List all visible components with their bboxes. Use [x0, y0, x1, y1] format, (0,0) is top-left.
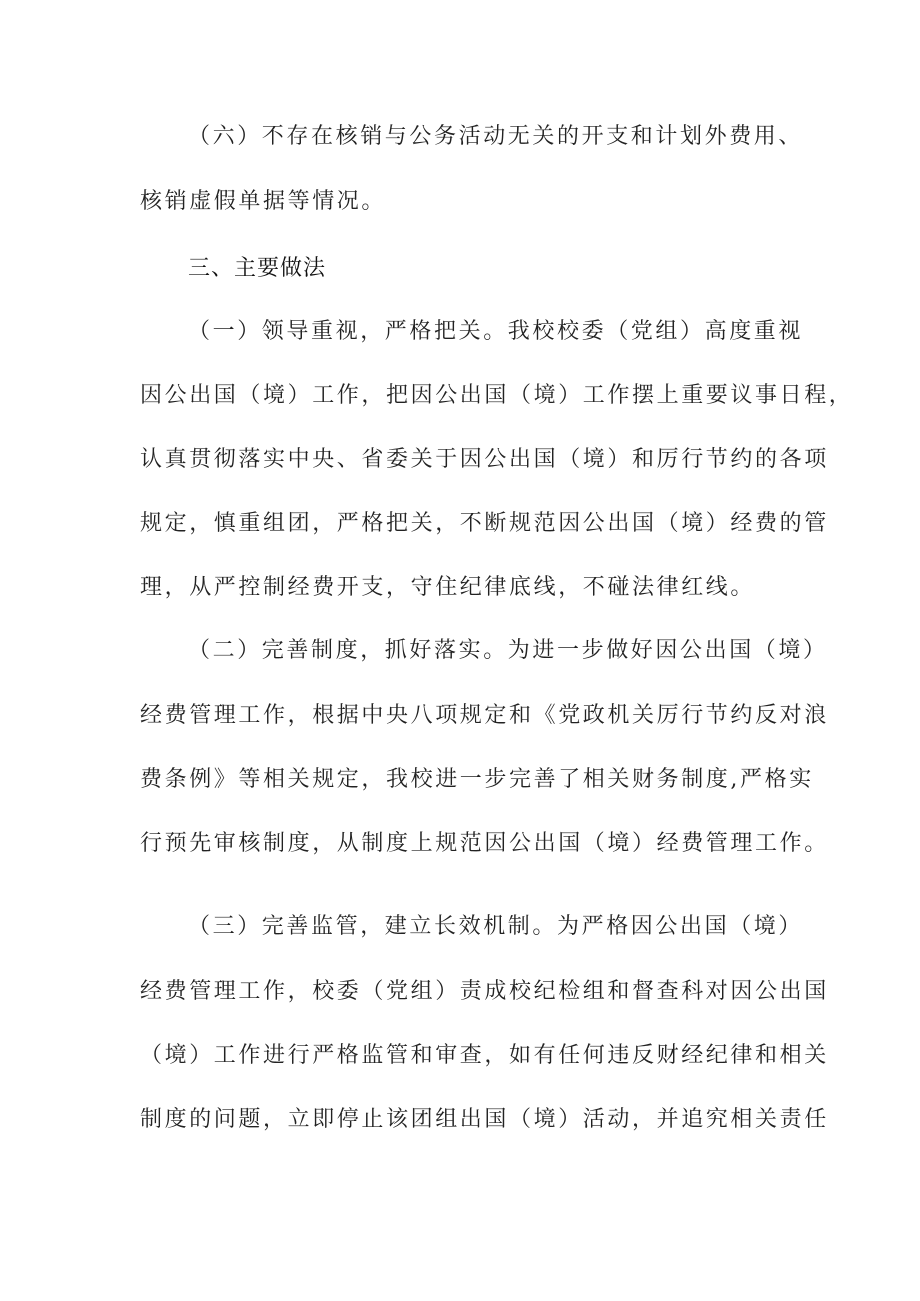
item-two-line-3: 费条例》等相关规定，我校进一步完善了相关财务制度,严格实	[140, 767, 814, 792]
section-six-line-1: （六）不存在核销与公务活动无关的开支和计划外费用、	[188, 124, 804, 149]
item-three-line-3: （境）工作进行严格监管和审查，如有任何违反财经纪律和相关	[140, 1043, 829, 1068]
item-one-line-2: 因公出国（境）工作，把因公出国（境）工作摆上重要议事日程，	[140, 383, 854, 408]
item-one-line-5: 理，从严控制经费开支，守住纪律底线，不碰法律红线。	[140, 575, 756, 600]
item-one-line-1: （一）领导重视，严格把关。我校校委（党组）高度重视	[188, 319, 804, 344]
item-two-line-4: 行预先审核制度，从制度上规范因公出国（境）经费管理工作。	[140, 831, 829, 856]
item-three-line-2: 经费管理工作，校委（党组）责成校纪检组和督查科对因公出国	[140, 979, 829, 1004]
heading-main-practices: 三、主要做法	[188, 256, 327, 281]
item-one-line-4: 规定，慎重组团，严格把关，不断规范因公出国（境）经费的管	[140, 511, 829, 536]
item-three-line-4: 制度的问题，立即停止该团组出国（境）活动，并追究相关责任	[140, 1107, 829, 1132]
item-two-line-1: （二）完善制度，抓好落实。为进一步做好因公出国（境）	[188, 638, 828, 663]
section-six-line-2: 核销虚假单据等情况。	[140, 189, 387, 214]
item-one-line-3: 认真贯彻落实中央、省委关于因公出国（境）和厉行节约的各项	[140, 447, 829, 472]
item-three-line-1: （三）完善监管，建立长效机制。为严格因公出国（境）	[188, 914, 804, 939]
item-two-line-2: 经费管理工作，根据中央八项规定和《党政机关厉行节约反对浪	[140, 703, 829, 728]
